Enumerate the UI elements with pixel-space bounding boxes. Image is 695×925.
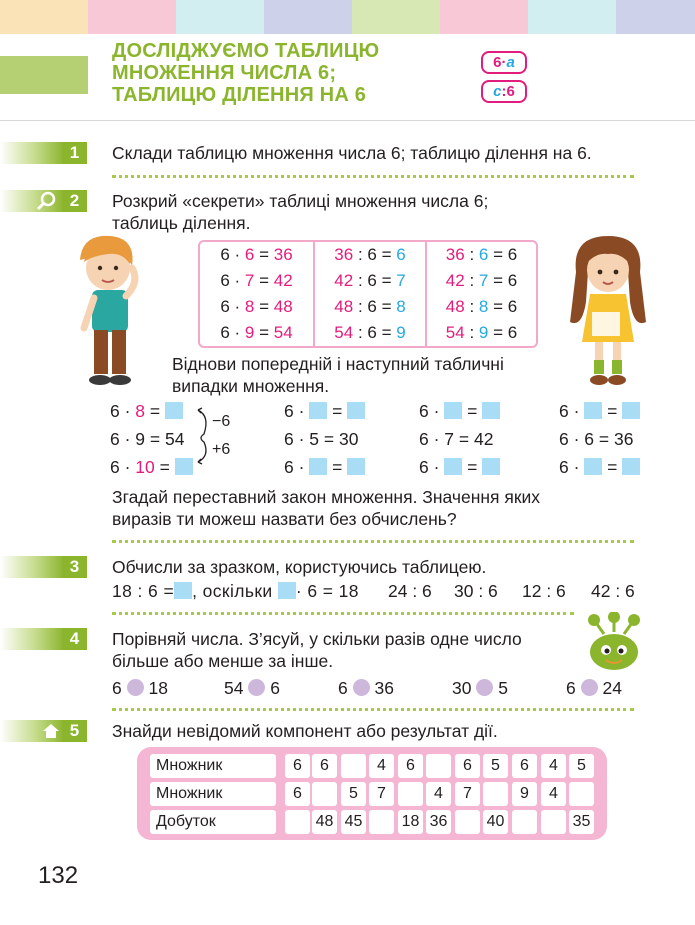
task3-item-4: 42 : 6 bbox=[591, 581, 635, 601]
restore-text-2: випадки множення. bbox=[172, 376, 330, 396]
task1-text: Склади таблицю множення числа 6; таблицю ділення на 6. bbox=[112, 143, 592, 163]
header-bar bbox=[0, 56, 88, 94]
answer-square[interactable] bbox=[444, 402, 462, 419]
compare-circle[interactable] bbox=[353, 679, 370, 696]
table-col-1 bbox=[200, 242, 313, 346]
compare-circle[interactable] bbox=[581, 679, 598, 696]
table-row: 42 : 6 = 7 bbox=[334, 271, 406, 290]
table-empty-cell[interactable] bbox=[455, 810, 480, 834]
task5-table bbox=[137, 747, 607, 840]
expr-c4-top: 6 · = bbox=[559, 399, 640, 423]
law-text-1: Згадай переставний закон множення. Значення яких bbox=[112, 487, 541, 507]
task5-text: Знайди невідомий компонент або результат дії. bbox=[112, 721, 498, 741]
compare-circle[interactable] bbox=[476, 679, 493, 696]
badge1-op: · bbox=[501, 54, 507, 71]
table-empty-cell[interactable] bbox=[398, 782, 423, 806]
table-empty-cell[interactable] bbox=[512, 810, 537, 834]
compare-circle[interactable] bbox=[127, 679, 144, 696]
answer-square[interactable] bbox=[444, 458, 462, 475]
answer-square[interactable] bbox=[309, 402, 327, 419]
answer-square[interactable] bbox=[347, 402, 365, 419]
mult-div-table bbox=[198, 240, 538, 348]
task2-text-2: таблиць ділення. bbox=[112, 213, 251, 233]
table-cell: 4 bbox=[541, 754, 566, 778]
expr-c3-top: 6 · = bbox=[419, 399, 500, 423]
table-row: 6 · 9 = 54 bbox=[220, 323, 293, 342]
table-cell: 18 bbox=[398, 810, 423, 834]
table-row: 48 : 8 = 6 bbox=[445, 297, 518, 316]
table-empty-cell[interactable] bbox=[569, 782, 594, 806]
expr-c3-bot: 6 · = bbox=[419, 455, 500, 479]
table-cell: 4 bbox=[369, 754, 394, 778]
title-line-1: ДОСЛІДЖУЄМО ТАБЛИЦЮ bbox=[112, 40, 380, 62]
plus-six-label: +6 bbox=[212, 441, 231, 458]
answer-square[interactable] bbox=[482, 458, 500, 475]
top-strip-7 bbox=[528, 0, 616, 34]
top-strip-2 bbox=[88, 0, 176, 34]
header-divider bbox=[0, 120, 695, 121]
table-cell: 6 bbox=[285, 754, 310, 778]
badge2-op: : bbox=[501, 83, 507, 100]
top-strip-6 bbox=[440, 0, 528, 34]
table-cell: 9 bbox=[512, 782, 537, 806]
compare-pair-5: 6 24 bbox=[566, 678, 622, 698]
answer-square[interactable] bbox=[482, 402, 500, 419]
task3-item-2: 30 : 6 bbox=[454, 581, 498, 601]
expr-c2-mid: 6 · 5 = 30 bbox=[284, 429, 359, 449]
arrow-brace-icon bbox=[188, 406, 212, 466]
table-row: 36 : 6 = 6 bbox=[445, 245, 518, 264]
task3-item-3: 12 : 6 bbox=[522, 581, 566, 601]
table-cell: 35 bbox=[569, 810, 594, 834]
answer-square[interactable] bbox=[622, 402, 640, 419]
task1-number: 1 bbox=[62, 142, 87, 164]
table-cell: 5 bbox=[483, 754, 508, 778]
badge1-b: a bbox=[506, 54, 515, 71]
expr-c4-mid: 6 · 6 = 36 bbox=[559, 429, 634, 449]
table-cell: 36 bbox=[426, 810, 451, 834]
compare-pair-1: 6 18 bbox=[112, 678, 168, 698]
table-empty-cell[interactable] bbox=[341, 754, 366, 778]
boy-illustration bbox=[70, 232, 150, 392]
task1-bar bbox=[0, 142, 64, 164]
table-cell: 7 bbox=[455, 782, 480, 806]
table-cell: 7 bbox=[369, 782, 394, 806]
table-row: 54 : 6 = 9 bbox=[334, 323, 406, 342]
table-empty-cell[interactable] bbox=[369, 810, 394, 834]
badge2-b: 6 bbox=[506, 83, 515, 100]
table-row: 42 : 7 = 6 bbox=[445, 271, 518, 290]
magnifier-icon bbox=[36, 190, 58, 212]
minus-six-label: −6 bbox=[212, 413, 231, 430]
task4-text-2: більше або менше за інше. bbox=[112, 651, 334, 671]
answer-square[interactable] bbox=[584, 402, 602, 419]
table-cell: 45 bbox=[341, 810, 366, 834]
task4-number: 4 bbox=[62, 628, 87, 650]
task5-number: 5 bbox=[62, 720, 87, 742]
badge2-a: c bbox=[493, 83, 502, 100]
table-empty-cell[interactable] bbox=[285, 810, 310, 834]
page-title bbox=[112, 40, 379, 106]
table-row: 6 · 6 = 36 bbox=[220, 245, 293, 264]
top-strip-5 bbox=[352, 0, 440, 34]
expr-c2-bot: 6 · = bbox=[284, 455, 365, 479]
answer-square[interactable] bbox=[347, 458, 365, 475]
divider-4 bbox=[112, 708, 634, 711]
table-cell: 40 bbox=[483, 810, 508, 834]
divider-1 bbox=[112, 175, 634, 178]
task3-bar bbox=[0, 556, 64, 578]
answer-square[interactable] bbox=[309, 458, 327, 475]
top-strip-1 bbox=[0, 0, 88, 34]
expr-c1-bot: 6 · 10 = bbox=[110, 455, 193, 479]
expr-c2-top: 6 · = bbox=[284, 399, 365, 423]
task3-text: Обчисли за зразком, користуючись таблицею. bbox=[112, 557, 487, 577]
task2-text-1: Розкрий «секрети» таблиці множення числа 6; bbox=[112, 191, 489, 211]
expr-c3-mid: 6 · 7 = 42 bbox=[419, 429, 494, 449]
expr-c1-mid: 6 · 9 = 54 bbox=[110, 429, 185, 449]
badge1-a: 6 bbox=[493, 54, 502, 71]
house-icon bbox=[42, 722, 60, 740]
table-cell: 6 bbox=[398, 754, 423, 778]
table-row-label: Добуток bbox=[150, 810, 276, 834]
table-col-3 bbox=[427, 242, 536, 346]
restore-text-1: Віднови попередній і наступний табличні bbox=[172, 354, 504, 374]
badge-divide bbox=[481, 80, 527, 103]
table-cell: 6 bbox=[512, 754, 537, 778]
divider-2 bbox=[112, 540, 634, 543]
monster-mascot-icon bbox=[584, 612, 644, 672]
task3-sample: 18 : 6 = , оскільки · 6 = 18 bbox=[112, 581, 359, 601]
table-empty-cell[interactable] bbox=[541, 810, 566, 834]
answer-square[interactable] bbox=[165, 402, 183, 419]
table-row-label: Множник bbox=[150, 782, 276, 806]
title-line-2: МНОЖЕННЯ ЧИСЛА 6; bbox=[112, 62, 337, 84]
task3-item-1: 24 : 6 bbox=[388, 581, 432, 601]
compare-pair-2: 54 6 bbox=[224, 678, 280, 698]
table-empty-cell[interactable] bbox=[426, 754, 451, 778]
table-cell: 6 bbox=[285, 782, 310, 806]
table-cell: 48 bbox=[312, 810, 337, 834]
compare-pair-3: 6 36 bbox=[338, 678, 394, 698]
table-cell: 5 bbox=[341, 782, 366, 806]
answer-square[interactable] bbox=[622, 458, 640, 475]
table-cell: 4 bbox=[426, 782, 451, 806]
page-number: 132 bbox=[38, 862, 79, 889]
answer-square[interactable] bbox=[584, 458, 602, 475]
task3-number: 3 bbox=[62, 556, 87, 578]
top-strip-8 bbox=[616, 0, 695, 34]
table-empty-cell[interactable] bbox=[312, 782, 337, 806]
law-text-2: виразів ти можеш назвати без обчислень? bbox=[112, 509, 457, 529]
divider-3 bbox=[112, 612, 574, 615]
badge-multiply bbox=[481, 51, 527, 74]
title-line-3: ТАБЛИЦЮ ДІЛЕННЯ НА 6 bbox=[112, 84, 367, 106]
task4-text-1: Порівняй числа. З’ясуй, у скільки разів одне число bbox=[112, 629, 522, 649]
table-cell: 6 bbox=[455, 754, 480, 778]
compare-circle[interactable] bbox=[248, 679, 265, 696]
table-row: 54 : 9 = 6 bbox=[445, 323, 518, 342]
table-cell: 6 bbox=[312, 754, 337, 778]
girl-illustration bbox=[568, 232, 648, 392]
table-row-label: Множник bbox=[150, 754, 276, 778]
table-row: 48 : 6 = 8 bbox=[334, 297, 406, 316]
table-cell: 4 bbox=[541, 782, 566, 806]
table-row: 36 : 6 = 6 bbox=[334, 245, 406, 264]
compare-pair-4: 30 5 bbox=[452, 678, 508, 698]
expr-c1-top: 6 · 8 = bbox=[110, 399, 183, 423]
top-strip-4 bbox=[264, 0, 352, 34]
top-strip-3 bbox=[176, 0, 264, 34]
table-empty-cell[interactable] bbox=[483, 782, 508, 806]
answer-square[interactable] bbox=[278, 582, 296, 599]
task2-number: 2 bbox=[62, 190, 87, 212]
table-col-2 bbox=[315, 242, 425, 346]
table-cell: 5 bbox=[569, 754, 594, 778]
table-row: 6 · 7 = 42 bbox=[220, 271, 293, 290]
task4-bar bbox=[0, 628, 64, 650]
answer-square[interactable] bbox=[174, 582, 192, 599]
table-row: 6 · 8 = 48 bbox=[220, 297, 293, 316]
expr-c4-bot: 6 · = bbox=[559, 455, 640, 479]
